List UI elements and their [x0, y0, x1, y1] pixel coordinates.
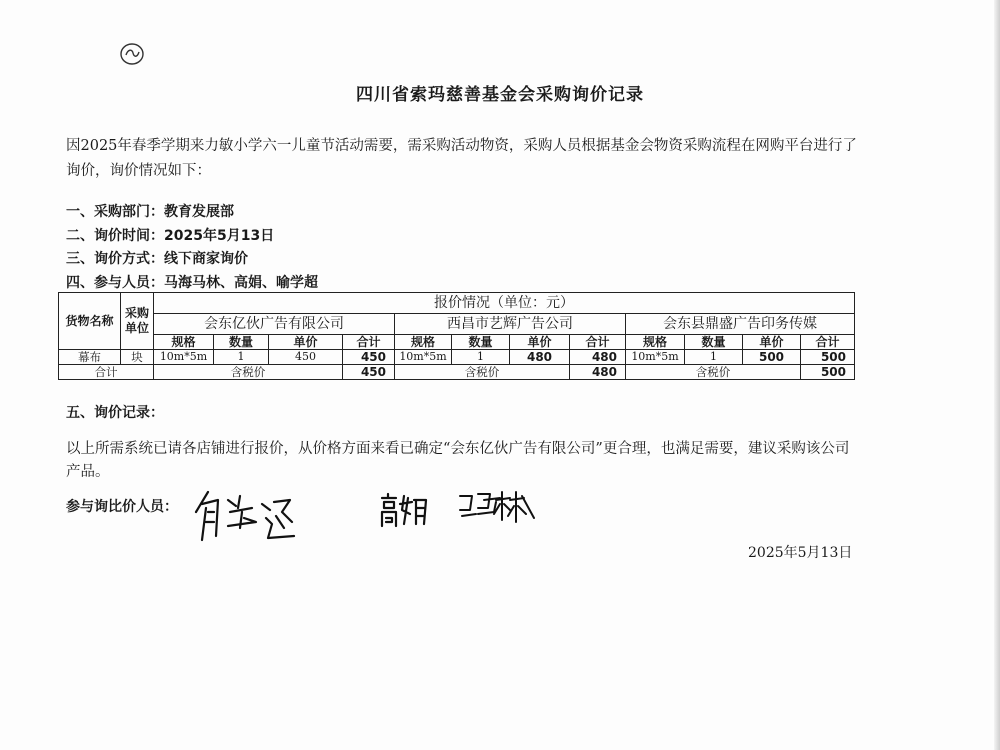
tax-total-1: 450	[343, 365, 395, 380]
subheader-qty: 数量	[685, 335, 743, 350]
subheader-total: 合计	[343, 335, 395, 350]
section-heading: 五、询价记录：	[66, 405, 164, 421]
tax-label-3: 含税价	[626, 365, 801, 380]
total-label: 合计	[59, 365, 154, 380]
subheader-total: 合计	[801, 335, 855, 350]
quote-1-price: 450	[269, 350, 343, 365]
goods-name: 幕布	[59, 350, 121, 365]
quote-1-qty: 1	[214, 350, 269, 365]
subheader-spec: 规格	[395, 335, 452, 350]
intro-paragraph: 因2025年春季学期来力敏小学六一儿童节活动需要，需采购活动物资，采购人员根据基金会物资采购流程在网购平台进行了询价，询价情况如下：	[66, 138, 857, 179]
document-date: 2025年5月13日	[748, 545, 853, 561]
scan-edge	[994, 0, 1000, 750]
circle-mark-icon	[118, 40, 146, 68]
tax-total-2: 480	[570, 365, 626, 380]
goods-unit: 块	[121, 350, 154, 365]
unit-header: 采购单位	[121, 293, 154, 350]
quote-table	[58, 292, 855, 380]
subheader-spec: 规格	[154, 335, 214, 350]
tax-label-2: 含税价	[395, 365, 570, 380]
info-participants: 四、参与人员：马海马林、高娟、喻学超	[66, 274, 318, 291]
quote-2-total: 480	[570, 350, 626, 365]
company-3: 会东县鼎盛广告印务传媒	[626, 314, 855, 335]
goods-header: 货物名称	[59, 293, 121, 350]
subheader-qty: 数量	[214, 335, 269, 350]
page-title: 四川省索玛慈善基金会采购询价记录	[356, 85, 644, 105]
subheader-qty: 数量	[452, 335, 510, 350]
quote-2-spec: 10m*5m	[395, 350, 452, 365]
company-1: 会东亿伙广告有限公司	[154, 314, 395, 335]
quote-2-price: 480	[510, 350, 570, 365]
table-total-row	[59, 365, 855, 380]
info-list	[66, 201, 318, 295]
signature-label: 参与询比价人员：	[66, 499, 178, 515]
tax-total-3: 500	[801, 365, 855, 380]
info-method: 三、询价方式：线下商家询价	[66, 251, 248, 267]
subheader-spec: 规格	[626, 335, 685, 350]
signature-3	[456, 488, 538, 524]
signature-1	[188, 478, 300, 550]
quote-3-qty: 1	[685, 350, 743, 365]
signature-2	[378, 490, 430, 530]
quote-1-spec: 10m*5m	[154, 350, 214, 365]
subheader-price: 单价	[269, 335, 343, 350]
subheader-price: 单价	[510, 335, 570, 350]
company-2: 西昌市艺辉广告公司	[395, 314, 626, 335]
info-time: 二、询价时间：2025年5月13日	[66, 227, 275, 244]
subheader-price: 单价	[743, 335, 801, 350]
quote-2-qty: 1	[452, 350, 510, 365]
info-department: 一、采购部门：教育发展部	[66, 204, 234, 220]
quote-1-total: 450	[343, 350, 395, 365]
quote-3-spec: 10m*5m	[626, 350, 685, 365]
quote-header: 报价情况（单位：元）	[154, 293, 855, 314]
conclusion-paragraph: 以上所需系统已请各店铺进行报价，从价格方面来看已确定“会东亿伙广告有限公司”更合理，也满足需要，建议采购该公司产品。	[66, 441, 850, 480]
table-row	[59, 350, 855, 365]
tax-label-1: 含税价	[154, 365, 343, 380]
quote-3-total: 500	[801, 350, 855, 365]
subheader-total: 合计	[570, 335, 626, 350]
quote-3-price: 500	[743, 350, 801, 365]
